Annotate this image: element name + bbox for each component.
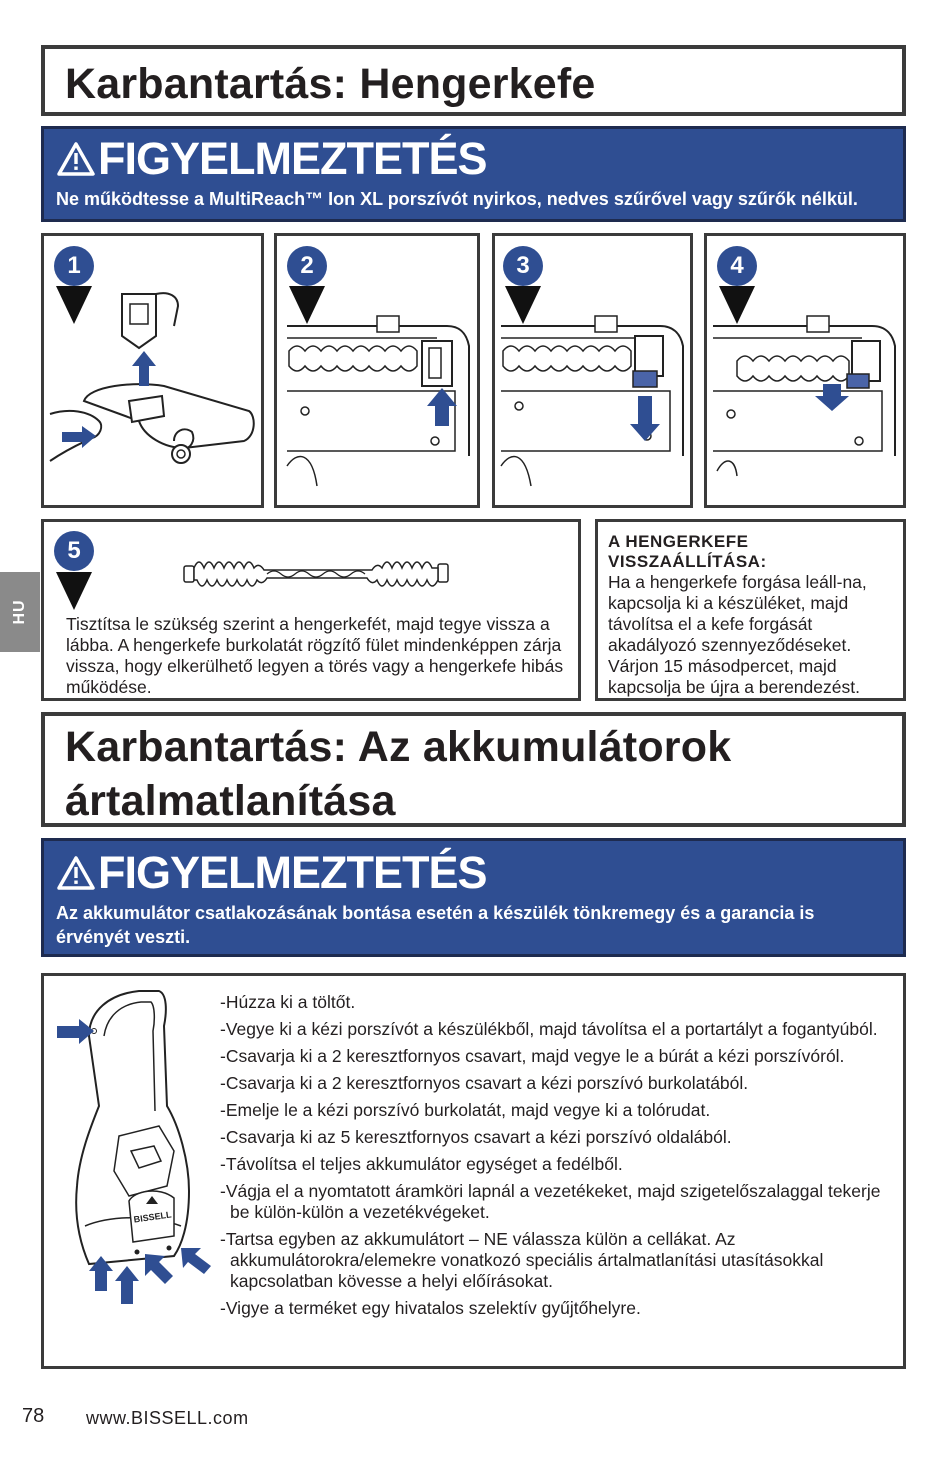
step-number: 4 — [717, 246, 757, 286]
brushroll-reset-box — [595, 519, 906, 701]
list-item: -Csavarja ki a 2 keresztfornyos csavart a kézi porszívó burkolatából. — [220, 1073, 749, 1093]
reset-text: Ha a hengerkefe forgása leáll-na, kapcsolja ki a készüléket, majd távolítsa el a kefe forgását akadályozó szennyeződéseket. Várjon 15 másodpercet, majd kapcsolja be újra a berendezést. — [608, 572, 867, 697]
step-5-text: Tisztítsa le szükség szerint a hengerkefét, majd tegye vissza a lábba. A hengerkefe burkolatát rögzítő fület mindenképpen zárja vissza, hogy elkerülhető legyen a törés vagy a hengerkefe hibás működése. — [66, 614, 564, 697]
step-1-illustration — [44, 236, 264, 508]
list-item: -Tartsa egyben az akkumulátort – NE válassza külön a cellákat. Az akkumulátorokra/elemekre vonatkozó speciális ártalmatlanítási utasításokkal kapcsolatban kövesse a helyi előírásokat. — [220, 1229, 824, 1291]
list-item: -Húzza ki a töltőt. — [220, 992, 356, 1012]
warning-heading: FIGYELMEZTETÉS — [98, 847, 487, 898]
warning-text: Ne működtesse a MultiReach™ Ion XL porszívót nyirkos, nedves szűrővel vagy szűrők nélkül. — [56, 189, 858, 209]
step-number: 1 — [54, 246, 94, 286]
list-item: -Emelje le a kézi porszívó burkolatát, majd vegye ki a tolórudat. — [220, 1100, 711, 1120]
list-item: -Vágja el a nyomtatott áramköri lapnál a vezetékeket, majd szigetelőszalaggal tekerje be külön-külön a vezetékvégeket. — [220, 1181, 881, 1222]
step-1-panel — [41, 233, 264, 508]
step-number: 2 — [287, 246, 327, 286]
list-item: -Csavarja ki a 2 keresztfornyos csavart, majd vegye le a búrát a kézi porszívóról. — [220, 1046, 845, 1066]
list-item: -Vegye ki a kézi porszívót a készülékből, majd távolítsa el a portartályt a fogantyúból. — [220, 1019, 878, 1039]
section-title-line2: ártalmatlanítása — [65, 777, 396, 825]
language-tab — [0, 572, 40, 652]
step-3-panel — [492, 233, 693, 508]
section-title: Karbantartás: Hengerkefe — [65, 60, 596, 108]
list-item: -Vigye a terméket egy hivatalos szelektív gyűjtőhelyre. — [220, 1298, 641, 1318]
step-pointer-icon — [56, 572, 92, 610]
section-title-box — [41, 45, 906, 116]
reset-title-line1: A HENGERKEFE — [608, 532, 749, 551]
list-item: -Távolítsa el teljes akkumulátor egységet a fedélből. — [220, 1154, 623, 1174]
handheld-vacuum-illustration — [49, 986, 224, 1316]
language-code: HU — [11, 599, 28, 625]
warning-text: Az akkumulátor csatlakozásának bontása esetén a készülék tönkremegy és a garancia is érvényét veszti. — [56, 903, 815, 947]
reset-title-line2: VISSZAÁLLÍTÁSA: — [608, 552, 767, 571]
warning-triangle-icon — [56, 855, 96, 891]
step-number: 3 — [503, 246, 543, 286]
footer-url[interactable]: www.BISSELL.com — [86, 1408, 249, 1428]
brushroll-illustration — [182, 550, 452, 598]
list-item: -Csavarja ki az 5 keresztfornyos csavart a kézi porszívó oldalából. — [220, 1127, 732, 1147]
step-5-panel — [41, 519, 581, 701]
warning-triangle-icon — [56, 141, 96, 177]
warning-banner — [41, 126, 906, 222]
step-3-illustration — [495, 236, 693, 508]
battery-steps-list — [220, 992, 890, 1325]
section-title-box — [41, 712, 906, 827]
step-2-illustration — [277, 236, 480, 508]
battery-removal-box — [41, 973, 906, 1369]
warning-heading: FIGYELMEZTETÉS — [98, 133, 487, 184]
step-4-illustration — [707, 236, 906, 508]
warning-banner — [41, 838, 906, 957]
page-number: 78 — [22, 1405, 45, 1427]
step-number: 5 — [54, 531, 94, 571]
step-4-panel — [704, 233, 906, 508]
device-logo: BISSELL — [133, 1209, 173, 1225]
step-2-panel — [274, 233, 480, 508]
section-title-line1: Karbantartás: Az akkumulátorok — [65, 723, 732, 771]
